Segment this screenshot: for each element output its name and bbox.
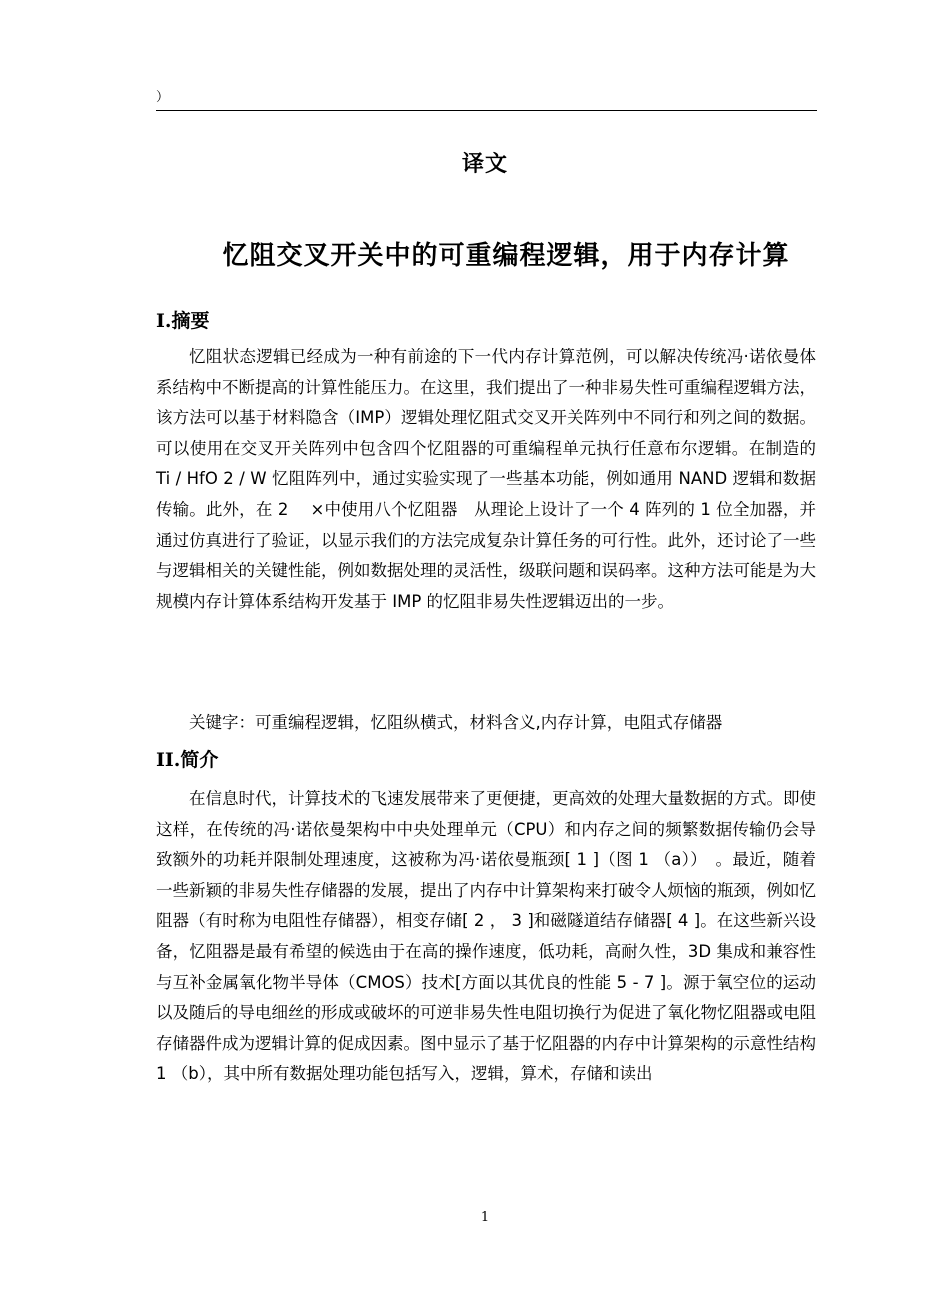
abstract-paragraph: 忆阻状态逻辑已经成为一种有前途的下一代内存计算范例，可以解决传统冯·诺依曼体系结构中不断提高的计算性能压力。在这里，我们提出了一种非易失性可重编程逻辑方法，该方法可以基于材料隐含（IMP）逻辑处理忆阻式交叉开关阵列中不同行和列之间的数据。可以使用在交叉开关阵列中包含四个忆阻器的可重编程单元执行任意布尔逻辑。在制造的 Ti / HfO 2 / W 忆阻阵列中，通过实验实现了一些基本功能，例如通用 NAND 逻辑和数据传输。此外，在 2 ×中使用八个忆阻器 从理论上设计了一个 4 阵列的 1 位全加器，并通过仿真进行了验证，以显示我们的方法完成复杂计算任务的可行性。此外，还讨论了一些与逻辑相关的关键性能，例如数据处理的灵活性，级联问题和误码率。这种方法可能是为大规模内存计算体系结构开发基于 IMP 的忆阻非易失性逻辑迈出的一步。 [156,347,816,611]
page-number: 1 [480,1210,490,1225]
introduction-paragraph: 在信息时代，计算技术的飞速发展带来了更便捷，更高效的处理大量数据的方式。即使这样，在传统的冯·诺依曼架构中中央处理单元（CPU）和内存之间的频繁数据传输仍会导致额外的功耗并限制处理速度，这被称为冯·诺依曼瓶颈[ 1 ]（图 1 （a）） 。最近，随着一些新颖的非易失性存储器的发展，提出了内存中计算架构来打破令人烦恼的瓶颈，例如忆阻器（有时称为电阻性存储器），相变存储[ 2 ， 3 ]和磁隧道结存储器[ 4 ]。在这些新兴设备，忆阻器是最有希望的候选由于在高的操作速度，低功耗，高耐久性，3D 集成和兼容性与互补金属氧化物半导体（CMOS）技术[方面以其优良的性能 5 - 7 ]。源于氧空位的运动以及随后的导电细丝的形成或破坏的可逆非易失性电阻切换行为促进了氧化物忆阻器或电阻存储器件成为逻辑计算的促成因素。图中显示了基于忆阻器的内存中计算架构的示意性结构 1 （b），其中所有数据处理功能包括写入，逻辑，算术，存储和读出 [156,789,816,1084]
introduction-heading [156,747,218,773]
header-rule [156,110,817,111]
keywords-line: 关键字：可重编程逻辑，忆阻纵横式，材料含义,内存计算，电阻式存储器 [189,713,723,732]
document-label: 译文 [461,152,508,177]
introduction-heading-number: II. [156,749,181,771]
document-title: 忆阻交叉开关中的可重编程逻辑，用于内存计算 [222,241,790,271]
abstract-heading-text: 摘要 [171,310,210,332]
introduction-heading-text: 简介 [180,749,219,771]
abstract-heading [156,308,210,334]
abstract-heading-number: I. [156,310,172,332]
header-mark: ） [156,90,170,105]
